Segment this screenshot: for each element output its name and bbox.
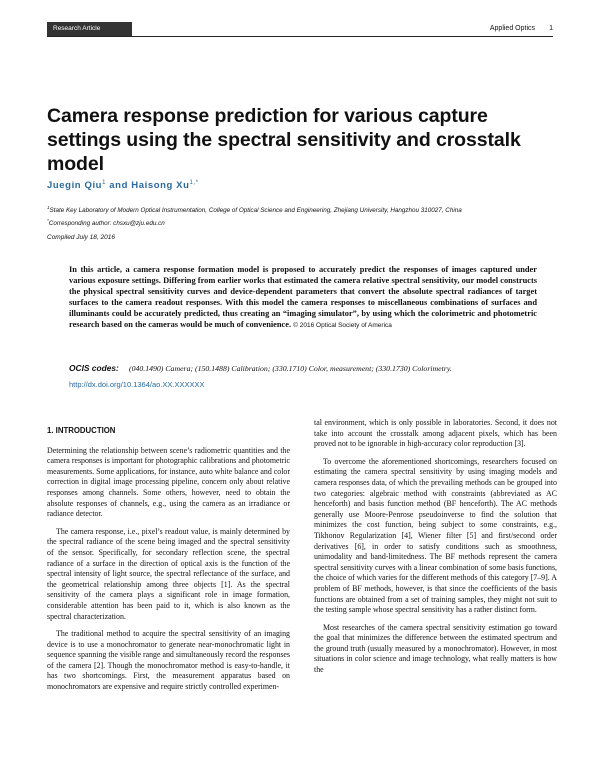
ocis-codes bbox=[69, 363, 539, 373]
copyright-notice: © 2016 Optical Society of America bbox=[293, 321, 392, 329]
compiled-date: Compiled July 18, 2016 bbox=[47, 234, 115, 241]
affiliation-text: State Key Laboratory of Modern Optical Instrumentation, College of Optical Science and Engineering, Zhejiang University, Hangzhou 310027, China bbox=[49, 207, 462, 215]
author-list bbox=[47, 180, 199, 191]
paragraph: The traditional method to acquire the spectral sensitivity of an imaging device is to use a monochromator to generate near-monochromatic light in sequence spanning the visible range and simultaneously record the responses of the camera [2]. Though the monochromator method is easy-to-handle, it has two shortcomings. First, the measurement apparatus based on monochromators are expensive and require strictly controlled experimen- bbox=[47, 629, 291, 692]
affil-mark: * bbox=[47, 217, 49, 223]
paper-title: Camera response prediction for various capture settings using the spectral sensitivity and crosstalk model bbox=[47, 105, 521, 175]
corresponding-author: Corresponding author: chsxu@zju.edu.cn bbox=[48, 219, 165, 227]
author-affil-mark: 1 bbox=[102, 180, 107, 186]
ocis-code-list: (040.1490) Camera; (150.1488) Calibration; (330.1710) Color, measurement; (330.1730) Colorimetry. bbox=[128, 364, 452, 373]
paragraph: Determining the relationship between scene’s radiometric quantities and the camera responses is important for photographic calibrations and photometric measurements. Some applications, for instance, auto white balance and color correction in digital image processing pipeline, concern only about relative responses among channels. Some others, however, need to obtain the absolute responses of channels, e.g., using the camera as an irradiance or radiance detector. bbox=[47, 445, 290, 519]
journal-name: Applied Optics bbox=[489, 25, 535, 32]
page-number: 1 bbox=[549, 25, 553, 32]
left-column bbox=[47, 426, 290, 700]
doi-link[interactable]: http://dx.doi.org/10.1364/ao.XX.XXXXXX bbox=[69, 380, 205, 389]
paragraph: tal environment, which is only possible in laboratories. Second, it does not take into account the crosstalk among adjacent pixels, which has been proved not to be ignorable in high-accuracy color reproduction [3]. bbox=[314, 418, 557, 449]
ocis-label: OCIS codes: bbox=[69, 363, 119, 373]
paragraph: To overcome the aforementioned shortcomings, researchers focused on estimating the camera spectral sensitivity by using imaging models and camera responses data, of which the prevailing methods can be grouped into two categories: algebraic method with constraints (abbreviated as AC henceforth) and basis function method (BF henceforth). The AC methods generally use Moore-Penrose pseudoinverse to find the solution that minimizes the cost function, being subject to some constraints, e.g., Tikhonov Regularization [4], Wiener filter [5] and first/second order derivatives [6], in order to satisfy conditions such as smoothness, unimodality and band-limitedness. The BF methods represent the camera spectral sensitivity curves with a linear combination of some basis functions, the choice of which varies for the different methods of this category [7–9]. A problem of BF methods, however, is that since the coefficients of the basis functions are obtained from a set of training samples, they might not suit to the testing sample whose spectral sensitivity has a rather distinct form. bbox=[314, 456, 557, 615]
abstract bbox=[69, 265, 537, 331]
article-type-tag: Research Article bbox=[47, 22, 132, 36]
right-column bbox=[314, 418, 557, 683]
author-name: Haisong Xu bbox=[131, 180, 190, 192]
abstract-text: In this article, a camera response formation model is proposed to accurately predict the responses of images captured under various exposure settings. Differing from earlier works that estimated the camera relative spectral sensitivity, our model constructs the physical spectral sensitivity curves and device-dependent parameters that convert the absolute spectral radiances of target surfaces to the camera readout responses. With this model the camera responses to miscellaneous combinations of surfaces and illuminants could be accurately predicted, thus creating an “imaging simulator”, by using which the colorimetric and photometric research based on the cameras would be much of convenience. bbox=[69, 265, 537, 329]
affil-mark: 1 bbox=[47, 205, 50, 210]
header-bar bbox=[47, 22, 553, 37]
affiliations bbox=[47, 203, 557, 228]
author-conjunction: and bbox=[109, 180, 128, 192]
section-heading: 1. INTRODUCTION bbox=[47, 426, 116, 435]
author-affil-mark: 1,* bbox=[189, 180, 199, 186]
author-name: Juegin Qiu bbox=[47, 180, 103, 192]
paragraph: Most researches of the camera spectral sensitivity estimation go toward the goal that minimizes the difference between the estimated spectrum and the ground truth (usually measured by a monochromator). However, in most situations in color science and image technology, what really matters is how the bbox=[314, 622, 557, 675]
paragraph: The camera response, i.e., pixel’s readout value, is mainly determined by the spectral radiance of the scene being imaged and the spectral sensitivity of the sensor. Specifically, for secondary reflection scene, the spectral radiance of a surface in the direction of optical axis is the function of the spectral intensity of light source, the spectral reflectance of the surface, and the geometrical relationship among three objects [1]. As the spectral sensitivity of the camera plays a significant role in image formation, considerable attention has been paid to it, which is also known as the spectral characterization. bbox=[47, 526, 290, 621]
